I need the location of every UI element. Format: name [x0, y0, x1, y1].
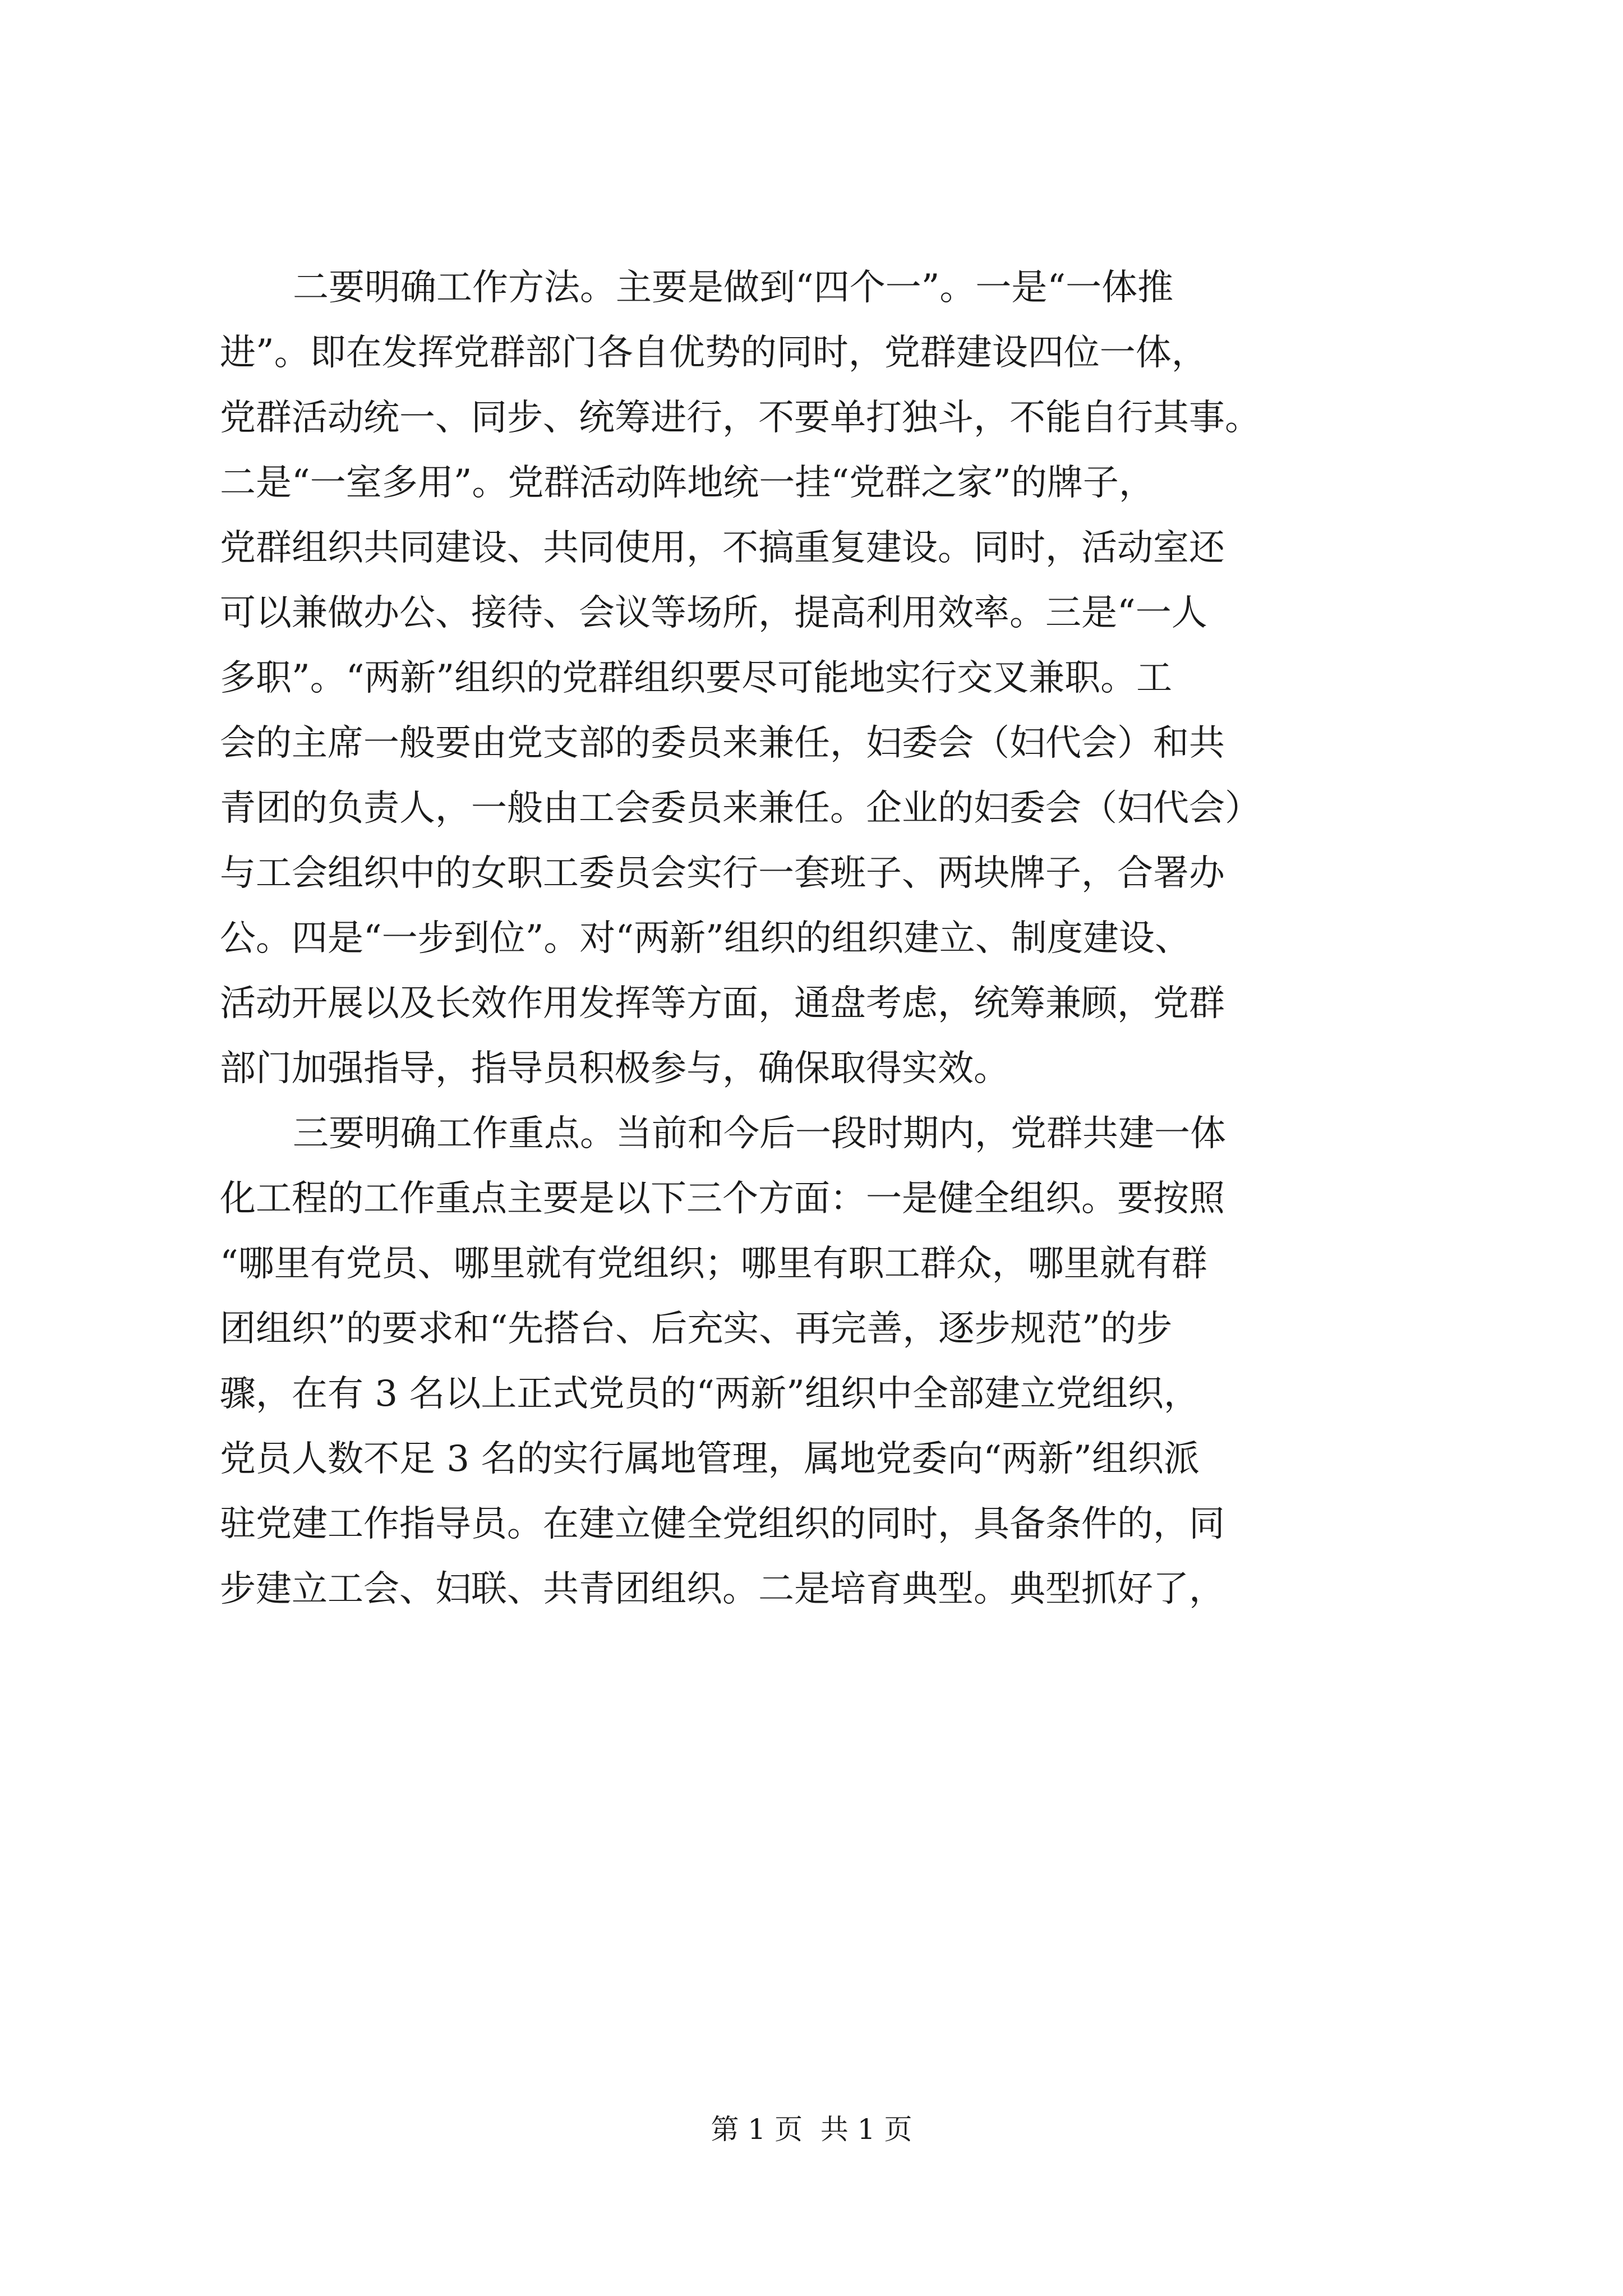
paragraph-line: 化工程的工作重点主要是以下三个方面：一是健全组织。要按照: [220, 1178, 1225, 1220]
paragraph-line: 与工会组织中的女职工委员会实行一套班子、两块牌子，合署办: [220, 853, 1225, 894]
document-body: [220, 255, 1448, 1622]
paragraph-line: 三要明确工作重点。当前和今后一段时期内，党群共建一体: [293, 1113, 1226, 1154]
paragraph-2: [220, 1101, 1448, 1622]
paragraph-line: 驻党建工作指导员。在建立健全党组织的同时，具备条件的，同: [220, 1503, 1225, 1545]
paragraph-line: 会的主席一般要由党支部的委员来兼任，妇委会（妇代会）和共: [220, 723, 1225, 764]
paragraph-line: 党群组织共同建设、共同使用，不搞重复建设。同时，活动室还: [220, 527, 1225, 569]
paragraph-1: [220, 255, 1448, 1101]
paragraph-line: 活动开展以及长效作用发挥等方面，通盘考虑，统筹兼顾，党群: [220, 983, 1225, 1024]
paragraph-line: 可以兼做办公、接待、会议等场所，提高利用效率。三是“一人: [220, 592, 1207, 634]
paragraph-line: 党员人数不足 3 名的实行属地管理，属地党委向“两新”组织派: [220, 1438, 1200, 1480]
paragraph-line: 公。四是“一步到位”。对“两新”组织的组织建立、制度建设、: [220, 918, 1191, 959]
paragraph-line: “哪里有党员、哪里就有党组织；哪里有职工群众，哪里就有群: [220, 1243, 1207, 1285]
paragraph-line: 部门加强指导，指导员积极参与，确保取得实效。: [220, 1048, 1009, 1089]
paragraph-line: 步建立工会、妇联、共青团组织。二是培育典型。典型抓好了，: [220, 1568, 1225, 1610]
paragraph-line: 二是“一室多用”。党群活动阵地统一挂“党群之家”的牌子，: [220, 462, 1155, 504]
paragraph-line: 团组织”的要求和“先搭台、后充实、再完善，逐步规范”的步: [220, 1308, 1173, 1350]
paragraph-line: 骤，在有 3 名以上正式党员的“两新”组织中全部建立党组织，: [220, 1373, 1200, 1415]
paragraph-line: 进”。即在发挥党群部门各自优势的同时，党群建设四位一体，: [220, 332, 1207, 374]
page-number-footer: 第 1 页 共 1 页: [711, 2113, 912, 2146]
paragraph-line: 二要明确工作方法。主要是做到“四个一”。一是“一体推: [293, 267, 1174, 309]
paragraph-line: 党群活动统一、同步、统筹进行，不要单打独斗，不能自行其事。: [220, 397, 1261, 439]
paragraph-line: 青团的负责人，一般由工会委员来兼任。企业的妇委会（妇代会）: [220, 788, 1261, 829]
paragraph-line: 多职”。“两新”组织的党群组织要尽可能地实行交叉兼职。工: [220, 657, 1173, 699]
